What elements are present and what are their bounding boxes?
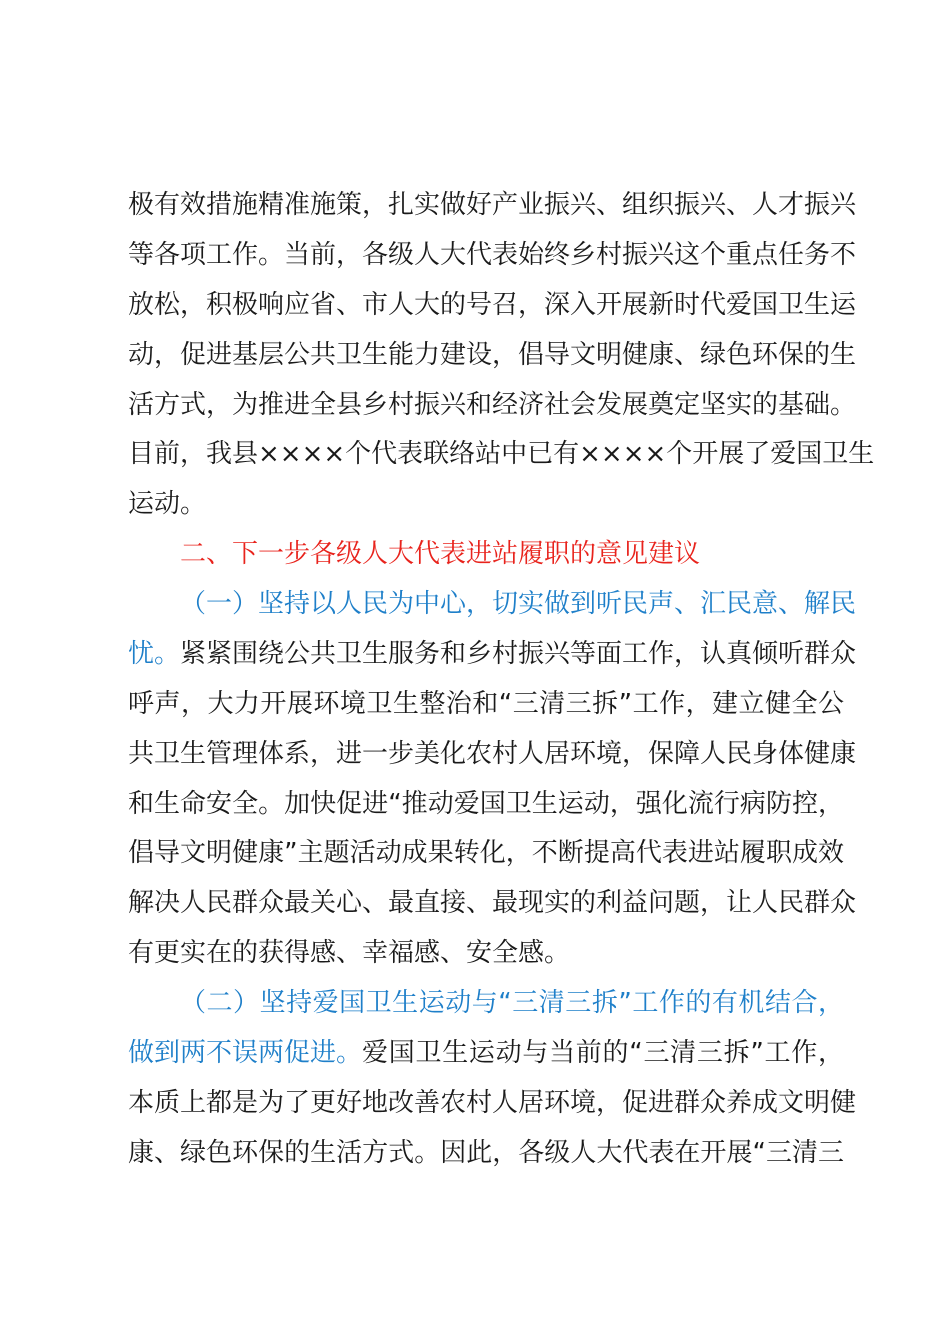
body-line: 呼声，大力开展环境卫生整治和“三清三拆”工作，建立健全公 (128, 689, 844, 719)
subsection-title-end: 忧。 (128, 639, 181, 669)
body-line (128, 1032, 844, 1074)
body-line: 动，促进基层公共卫生能力建设，倡导文明健康、绿色环保的生 (128, 340, 857, 370)
body-line (128, 633, 857, 675)
body-line: 倡导文明健康”主题活动成果转化，不断提高代表进站履职成效 (128, 838, 844, 868)
subsection-title-end: 做到两不误两促进。 (128, 1038, 363, 1068)
body-line: 康、绿色环保的生活方式。因此，各级人大代表在开展“三清三 (128, 1138, 844, 1168)
body-line: 目前，我县××××个代表联络站中已有××××个开展了爱国卫生 (128, 439, 875, 469)
body-line: 运动。 (128, 489, 207, 519)
body-line: 解决人民群众最关心、最直接、最现实的利益问题，让人民群众 (128, 888, 857, 918)
body-line: 和生命安全。加快促进“推动爱国卫生运动，强化流行病防控， (128, 789, 844, 819)
body-line: 共卫生管理体系，进一步美化农村人居环境，保障人民身体健康 (128, 739, 857, 769)
body-line: 本质上都是为了更好地改善农村人居环境，促进群众养成文明健 (128, 1088, 857, 1118)
body-line: 等各项工作。当前，各级人大代表始终乡村振兴这个重点任务不 (128, 240, 857, 270)
body-line: 极有效措施精准施策，扎实做好产业振兴、组织振兴、人才振兴 (128, 190, 857, 220)
body-text: 爱国卫生运动与当前的“三清三拆”工作， (362, 1038, 844, 1068)
body-line: 放松，积极响应省、市人大的号召，深入开展新时代爱国卫生运 (128, 290, 857, 320)
subsection-title: （一）坚持以人民为中心，切实做到听民声、汇民意、解民 (180, 589, 857, 619)
body-line: 有更实在的获得感、幸福感、安全感。 (128, 938, 571, 968)
body-text: 紧紧围绕公共卫生服务和乡村振兴等面工作，认真倾听群众 (180, 639, 857, 669)
body-line: 活方式，为推进全县乡村振兴和经济社会发展奠定坚实的基础。 (128, 390, 857, 420)
section-heading: 二、下一步各级人大代表进站履职的意见建议 (180, 539, 701, 569)
subsection-title: （二）坚持爱国卫生运动与“三清三拆”工作的有机结合， (180, 988, 844, 1018)
